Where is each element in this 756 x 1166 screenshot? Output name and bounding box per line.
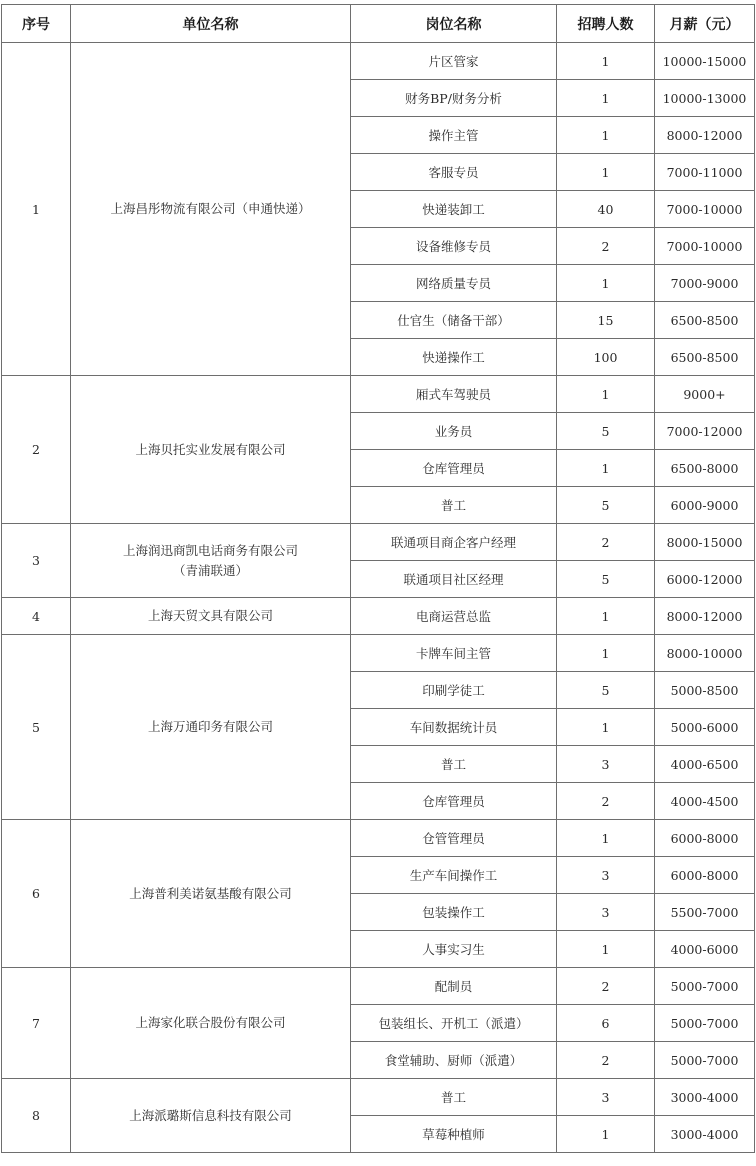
cell-salary: 7000-10000 [655,228,755,265]
cell-salary: 3000-4000 [655,1116,755,1153]
cell-salary: 8000-10000 [655,635,755,672]
table-row [2,598,755,635]
cell-salary: 6500-8500 [655,339,755,376]
cell-position: 普工 [351,746,557,783]
cell-headcount: 2 [557,968,655,1005]
cell-index: 2 [2,376,71,524]
cell-position: 财务BP/财务分析 [351,80,557,117]
cell-company [71,968,351,1079]
cell-headcount: 1 [557,265,655,302]
company-name-line: 上海昌彤物流有限公司（申通快递） [110,201,311,216]
cell-headcount: 1 [557,598,655,635]
cell-index: 5 [2,635,71,820]
cell-headcount: 1 [557,450,655,487]
cell-position: 快递操作工 [351,339,557,376]
cell-headcount: 40 [557,191,655,228]
cell-headcount: 5 [557,487,655,524]
cell-headcount: 3 [557,857,655,894]
cell-salary: 5000-8500 [655,672,755,709]
cell-salary: 7000-9000 [655,265,755,302]
company-name-line: 上海贝托实业发展有限公司 [135,441,286,457]
cell-headcount: 6 [557,1005,655,1042]
cell-position: 人事实习生 [351,931,557,968]
cell-salary: 6500-8500 [655,302,755,339]
cell-company [71,376,351,524]
cell-company [71,43,351,376]
cell-headcount: 15 [557,302,655,339]
table-row [2,524,755,561]
cell-salary: 10000-13000 [655,80,755,117]
company-name-line: 上海家化联合股份有限公司 [135,1015,286,1030]
cell-headcount: 2 [557,524,655,561]
cell-company [71,524,351,598]
cell-position: 设备维修专员 [351,228,557,265]
cell-company [71,635,351,820]
cell-headcount: 1 [557,376,655,413]
cell-position: 印刷学徒工 [351,672,557,709]
cell-headcount: 2 [557,228,655,265]
cell-headcount: 3 [557,746,655,783]
cell-salary: 6500-8000 [655,450,755,487]
cell-salary: 6000-12000 [655,561,755,598]
header-headcount: 招聘人数 [557,5,655,43]
table-row [2,376,755,413]
cell-company [71,820,351,968]
cell-salary: 4000-4500 [655,783,755,820]
cell-salary: 5000-7000 [655,1042,755,1079]
cell-salary: 5000-6000 [655,709,755,746]
company-name-line: 上海普利美诺氨基酸有限公司 [129,885,292,901]
cell-position: 包装操作工 [351,894,557,931]
header-position: 岗位名称 [351,5,557,43]
cell-position: 仓管管理员 [351,820,557,857]
cell-salary: 7000-12000 [655,413,755,450]
cell-headcount: 100 [557,339,655,376]
table-body [2,43,755,1153]
cell-position: 仓库管理员 [351,783,557,820]
cell-headcount: 3 [557,1079,655,1116]
cell-salary: 5000-7000 [655,968,755,1005]
company-name-line: 上海天贸文具有限公司 [147,608,273,623]
cell-salary: 6000-9000 [655,487,755,524]
cell-headcount: 1 [557,635,655,672]
header-salary: 月薪（元） [655,5,755,43]
cell-salary: 5500-7000 [655,894,755,931]
cell-salary: 4000-6000 [655,931,755,968]
cell-salary: 5000-7000 [655,1005,755,1042]
cell-position: 车间数据统计员 [351,709,557,746]
cell-salary: 7000-10000 [655,191,755,228]
table-row [2,43,755,80]
cell-headcount: 1 [557,117,655,154]
company-name-line: 上海派璐斯信息科技有限公司 [129,1107,292,1123]
cell-index: 7 [2,968,71,1079]
cell-position: 普工 [351,487,557,524]
cell-salary: 3000-4000 [655,1079,755,1116]
table-row [2,1079,755,1116]
cell-headcount: 2 [557,783,655,820]
cell-headcount: 1 [557,43,655,80]
cell-position: 快递装卸工 [351,191,557,228]
cell-index: 1 [2,43,71,376]
table-row [2,820,755,857]
cell-salary: 9000+ [655,376,755,413]
cell-company [71,598,351,635]
cell-index: 8 [2,1079,71,1153]
cell-salary: 4000-6500 [655,746,755,783]
cell-headcount: 1 [557,80,655,117]
cell-headcount: 5 [557,561,655,598]
cell-position: 客服专员 [351,154,557,191]
cell-headcount: 5 [557,413,655,450]
cell-position: 电商运营总监 [351,598,557,635]
cell-position: 仕官生（储备干部） [351,302,557,339]
cell-position: 联通项目商企客户经理 [351,524,557,561]
cell-salary: 6000-8000 [655,820,755,857]
cell-position: 生产车间操作工 [351,857,557,894]
company-name-line: 上海万通印务有限公司 [147,719,273,734]
cell-company [71,1079,351,1153]
cell-headcount: 1 [557,820,655,857]
cell-headcount: 1 [557,931,655,968]
cell-salary: 10000-15000 [655,43,755,80]
cell-position: 仓库管理员 [351,450,557,487]
cell-position: 食堂辅助、厨师（派遣） [351,1042,557,1079]
cell-position: 厢式车驾驶员 [351,376,557,413]
cell-headcount: 1 [557,154,655,191]
cell-position: 联通项目社区经理 [351,561,557,598]
cell-position: 普工 [351,1079,557,1116]
cell-headcount: 3 [557,894,655,931]
cell-position: 配制员 [351,968,557,1005]
cell-position: 片区管家 [351,43,557,80]
cell-salary: 7000-11000 [655,154,755,191]
cell-headcount: 1 [557,1116,655,1153]
cell-position: 包装组长、开机工（派遣） [351,1005,557,1042]
cell-position: 草莓种植师 [351,1116,557,1153]
cell-position: 网络质量专员 [351,265,557,302]
header-index: 序号 [2,5,71,43]
cell-headcount: 2 [557,1042,655,1079]
cell-index: 4 [2,598,71,635]
cell-index: 6 [2,820,71,968]
cell-index: 3 [2,524,71,598]
cell-salary: 6000-8000 [655,857,755,894]
company-name-line: （青浦联通） [172,562,248,578]
cell-salary: 8000-15000 [655,524,755,561]
table-row [2,635,755,672]
cell-position: 操作主管 [351,117,557,154]
cell-position: 业务员 [351,413,557,450]
cell-salary: 8000-12000 [655,598,755,635]
company-name-line: 上海润迅商凯电话商务有限公司 [122,542,298,558]
job-listings-table [1,4,755,1153]
table-row [2,968,755,1005]
cell-headcount: 1 [557,709,655,746]
cell-headcount: 5 [557,672,655,709]
cell-position: 卡牌车间主管 [351,635,557,672]
header-row [2,5,755,43]
header-company: 单位名称 [71,5,351,43]
cell-salary: 8000-12000 [655,117,755,154]
